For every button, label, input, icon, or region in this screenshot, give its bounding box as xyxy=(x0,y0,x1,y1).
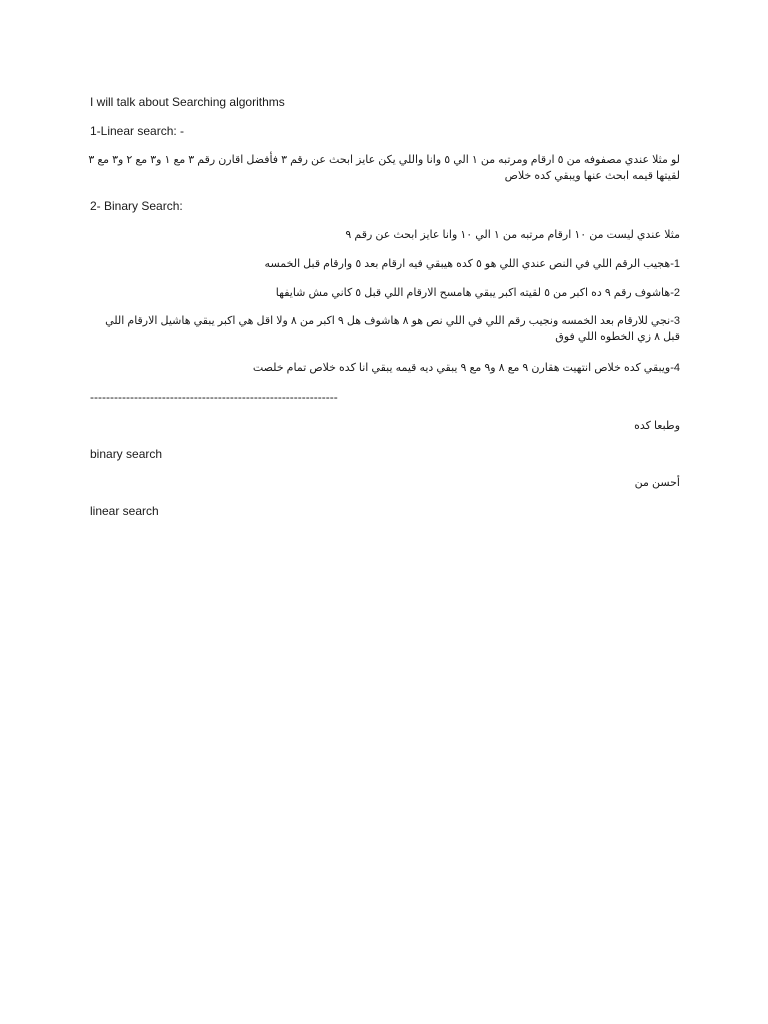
document-title: I will talk about Searching algorithms xyxy=(90,95,285,109)
binary-step-4: 4-ويبقي كده خلاص انتهيت هقارن ٩ مع ٨ و٩ مع ٩ يبقي ديه قيمه يبقي انا كده خلاص تمام خلصت xyxy=(252,362,680,374)
conclusion-line-4: linear search xyxy=(90,504,159,518)
conclusion-line-3: أحسن من xyxy=(634,477,680,489)
linear-search-body: لو مثلا عندي مصفوفه من ٥ ارقام ومرتبه من ١ الي ٥ وانا واللي يكن عايز ابحث عن رقم ٣ فأفضل اقارن رقم ٣ مع ١ و٣ مع ٢ و٣ مع ٣ لقيتها قيمه ابحث عنها ويبقي كده خلاص xyxy=(88,154,680,182)
conclusion-line-1: وطبعا كده xyxy=(634,420,680,432)
binary-search-heading: 2- Binary Search: xyxy=(90,199,183,213)
binary-step-1: 1-هجيب الرقم اللي في النص عندي اللي هو ٥ كده هيبقي فيه ارقام بعد ٥ وارقام قبل الخمسه xyxy=(264,258,680,270)
section-divider: -------------------------------------------------------------- xyxy=(90,390,338,404)
binary-step-2: 2-هاشوف رقم ٩ ده اكبر من ٥ لقيته اكبر يبقي هامسح الارقام اللي قبل ٥ كاني مش شايفها xyxy=(275,287,680,299)
binary-step-3: 3-نجي للارقام بعد الخمسه ونجيب رقم اللي في اللي نص هو ٨ هاشوف هل ٩ اكبر من ٨ ولا اقل هي اكبر يبقي هاشيل الارقام اللي قبل ٨ زي الخطوه اللي فوق xyxy=(105,315,680,343)
binary-search-intro: مثلا عندي ليست من ١٠ ارقام مرتبه من ١ الي ١٠ وانا عايز ابحث عن رقم ٩ xyxy=(345,229,680,241)
linear-search-heading: 1-Linear search: - xyxy=(90,124,185,138)
conclusion-line-2: binary search xyxy=(90,447,163,461)
